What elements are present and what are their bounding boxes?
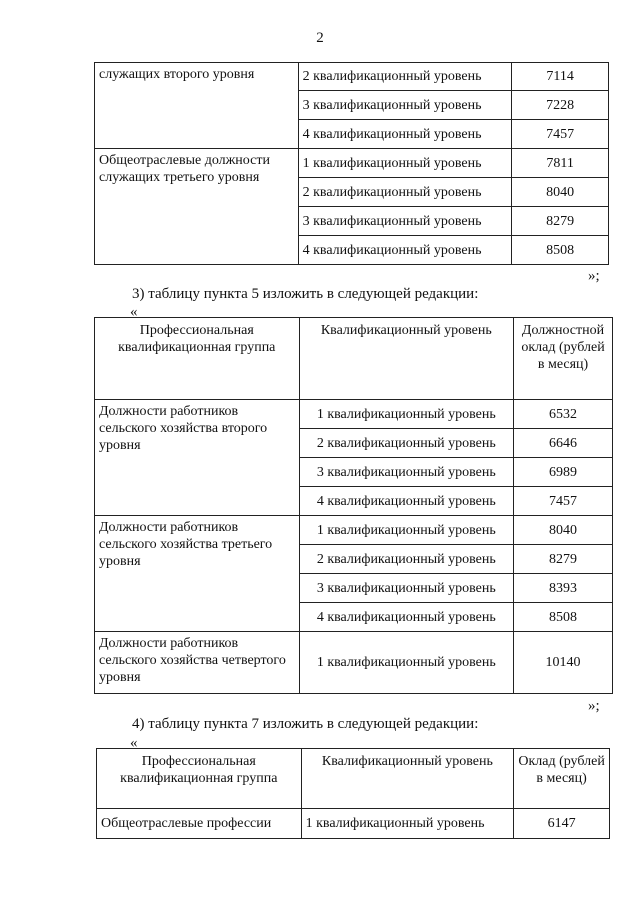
level-cell: 3 квалификационный уровень bbox=[299, 574, 514, 603]
closing-quote: »; bbox=[588, 698, 600, 714]
salary-cell: 7228 bbox=[512, 91, 609, 120]
salary-table-3 bbox=[96, 748, 610, 839]
salary-cell: 10140 bbox=[514, 632, 613, 694]
salary-cell: 8040 bbox=[514, 516, 613, 545]
header-level: Квалификационный уровень bbox=[301, 749, 514, 809]
page-number: 2 bbox=[316, 30, 324, 46]
level-cell: 4 квалификационный уровень bbox=[298, 120, 512, 149]
closing-quote: »; bbox=[588, 268, 600, 284]
salary-cell: 8279 bbox=[514, 545, 613, 574]
level-cell: 1 квалификационный уровень bbox=[299, 516, 514, 545]
level-cell: 2 квалификационный уровень bbox=[298, 63, 512, 91]
level-cell: 1 квалификационный уровень bbox=[299, 400, 514, 429]
group-cell: Общеотраслевые профессии bbox=[97, 809, 302, 839]
group-cell: служащих второго уровня bbox=[95, 63, 299, 149]
salary-cell: 6646 bbox=[514, 429, 613, 458]
salary-cell: 8508 bbox=[512, 236, 609, 265]
paragraph-3: 3) таблицу пункта 5 изложить в следующей редакции: bbox=[132, 286, 479, 302]
salary-cell: 8508 bbox=[514, 603, 613, 632]
level-cell: 4 квалификационный уровень bbox=[299, 603, 514, 632]
level-cell: 1 квалификационный уровень bbox=[299, 632, 514, 694]
paragraph-4: 4) таблицу пункта 7 изложить в следующей редакции: bbox=[132, 716, 479, 732]
group-cell: Должности работников сельского хозяйства четвертого уровня bbox=[95, 632, 300, 694]
salary-cell: 7114 bbox=[512, 63, 609, 91]
salary-cell: 7457 bbox=[512, 120, 609, 149]
salary-cell: 6989 bbox=[514, 458, 613, 487]
salary-table-2 bbox=[94, 317, 613, 694]
salary-table-1 bbox=[94, 62, 609, 265]
salary-cell: 8279 bbox=[512, 207, 609, 236]
opening-quote: « bbox=[130, 304, 138, 320]
salary-cell: 8393 bbox=[514, 574, 613, 603]
level-cell: 2 квалификационный уровень bbox=[299, 429, 514, 458]
level-cell: 1 квалификационный уровень bbox=[298, 149, 512, 178]
header-level: Квалификационный уровень bbox=[299, 318, 514, 400]
level-cell: 4 квалификационный уровень bbox=[298, 236, 512, 265]
level-cell: 3 квалификационный уровень bbox=[299, 458, 514, 487]
header-group: Профессиональная квалификационная группа bbox=[97, 749, 302, 809]
group-cell: Должности работников сельского хозяйства второго уровня bbox=[95, 400, 300, 516]
header-group: Профессиональная квалификационная группа bbox=[95, 318, 300, 400]
level-cell: 3 квалификационный уровень bbox=[298, 91, 512, 120]
header-salary: Оклад (рублей в месяц) bbox=[514, 749, 610, 809]
salary-cell: 8040 bbox=[512, 178, 609, 207]
salary-cell: 7457 bbox=[514, 487, 613, 516]
header-salary: Должностной оклад (рублей в месяц) bbox=[514, 318, 613, 400]
level-cell: 3 квалификационный уровень bbox=[298, 207, 512, 236]
group-cell: Общеотраслевые должности служащих третьего уровня bbox=[95, 149, 299, 265]
level-cell: 4 квалификационный уровень bbox=[299, 487, 514, 516]
group-cell: Должности работников сельского хозяйства третьего уровня bbox=[95, 516, 300, 632]
level-cell: 2 квалификационный уровень bbox=[298, 178, 512, 207]
salary-cell: 6532 bbox=[514, 400, 613, 429]
opening-quote: « bbox=[130, 735, 138, 751]
salary-cell: 6147 bbox=[514, 809, 610, 839]
salary-cell: 7811 bbox=[512, 149, 609, 178]
level-cell: 2 квалификационный уровень bbox=[299, 545, 514, 574]
level-cell: 1 квалификационный уровень bbox=[301, 809, 514, 839]
